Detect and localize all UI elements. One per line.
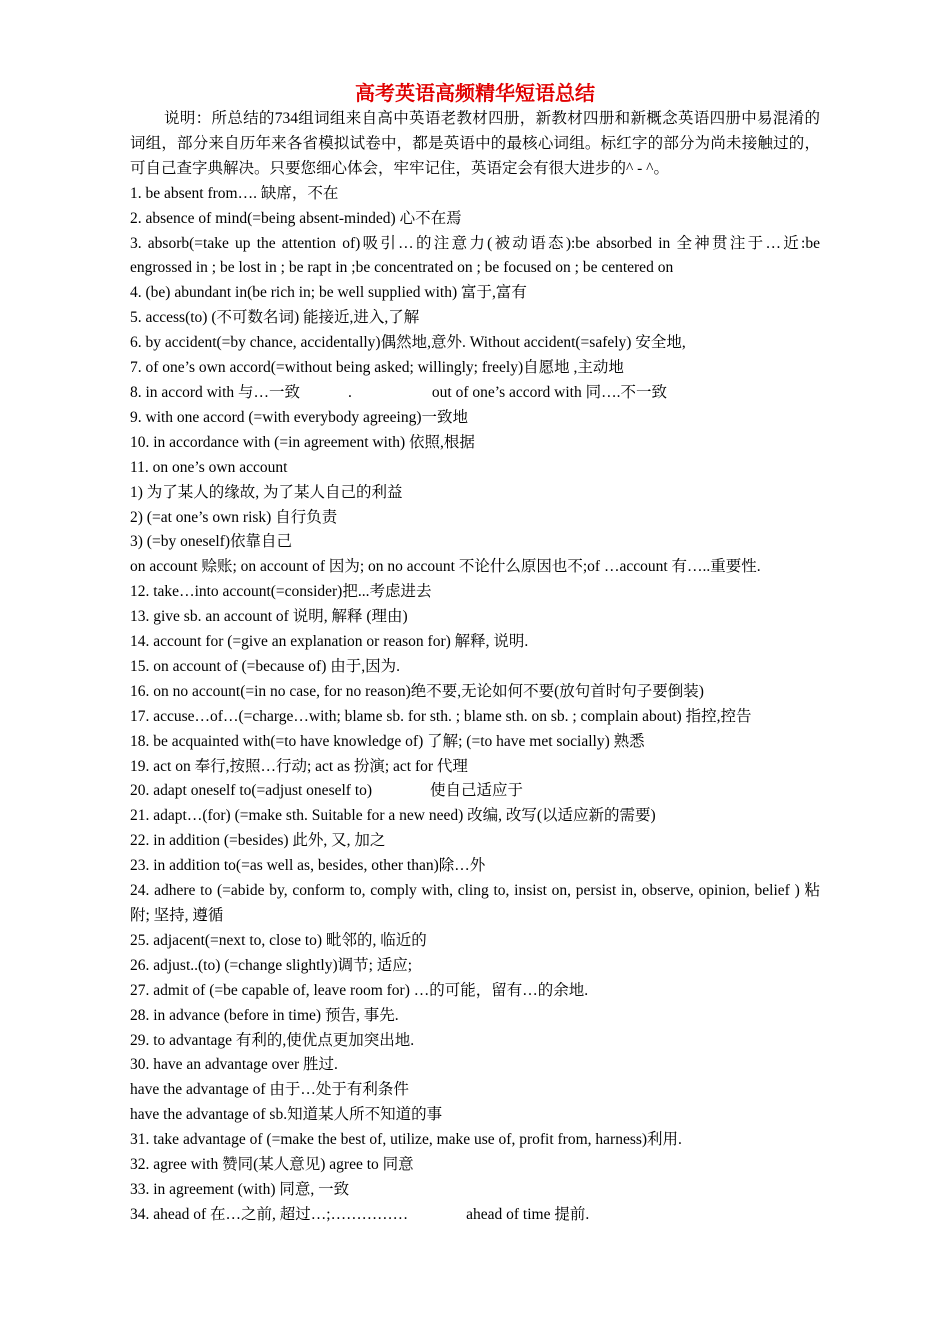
- list-item: 18. be acquainted with(=to have knowledge of) 了解; (=to have met socially) 熟悉: [130, 732, 645, 750]
- list-item: 19. act on 奉行,按照…行动; act as 扮演; act for 代理: [130, 757, 468, 775]
- list-item: 9. with one accord (=with everybody agreeing)一致地: [130, 408, 469, 426]
- list-item: 6. by accident(=by chance, accidentally)偶然地,意外. Without accident(=safely) 安全地,: [130, 334, 686, 352]
- list-item: 7. of one’s own accord(=without being asked; willingly; freely)自愿地 ,主动地: [130, 359, 624, 377]
- list-item: 1) 为了某人的缘故, 为了某人自己的利益: [130, 483, 403, 501]
- list-item-split: [130, 381, 820, 406]
- list-item: 27. admit of (=be capable of, leave room for) …的可能，留有…的余地.: [130, 981, 589, 999]
- list-item: 26. adjust..(to) (=change slightly)调节; 适应;: [130, 956, 413, 974]
- list-item: 30. have an advantage over 胜过.: [130, 1056, 338, 1074]
- list-item: on account 赊账; on account of 因为; on no account 不论什么原因也不;of …account 有…..重要性.: [130, 558, 761, 576]
- list-item: 1. be absent from…. 缺席，不在: [130, 184, 339, 202]
- list-item: 4. (be) abundant in(be rich in; be well supplied with) 富于,富有: [130, 284, 527, 302]
- list-item-part: 8. in accord with 与…一致: [130, 383, 301, 401]
- list-item-split: [130, 1203, 820, 1228]
- list-item: 25. adjacent(=next to, close to) 毗邻的, 临近的: [130, 931, 427, 949]
- list-item-part: 使自己适应于: [430, 782, 524, 800]
- list-item: 5. access(to) (不可数名词) 能接近,进入,了解: [130, 309, 420, 327]
- list-item-part: ahead of time 提前.: [466, 1205, 590, 1223]
- list-item: 28. in advance (before in time) 预告, 事先.: [130, 1006, 399, 1024]
- list-item: 31. take advantage of (=make the best of, utilize, make use of, profit from, harness)利用.: [130, 1131, 682, 1149]
- list-item: 10. in accordance with (=in agreement with) 依照,根据: [130, 433, 475, 451]
- list-item: 29. to advantage 有利的,使优点更加突出地.: [130, 1031, 415, 1049]
- list-item: 21. adapt…(for) (=make sth. Suitable for a new need) 改编, 改写(以适应新的需要): [130, 807, 656, 825]
- list-item: 3) (=by oneself)依靠自己: [130, 533, 292, 551]
- list-item-part: 34. ahead of 在…之前, 超过…;……………: [130, 1205, 409, 1223]
- list-item: 17. accuse…of…(=charge…with; blame sb. for sth. ; blame sth. on sb. ; complain about) 指控,控告: [130, 707, 752, 725]
- document-page: [130, 80, 820, 1228]
- list-item: 12. take…into account(=consider)把...考虑进去: [130, 583, 432, 601]
- list-item-split: [130, 779, 820, 804]
- list-item: 16. on no account(=in no case, for no reason)绝不要,无论如何不要(放句首时句子要倒装): [130, 682, 704, 700]
- list-item: 14. account for (=give an explanation or reason for) 解释, 说明.: [130, 633, 529, 651]
- list-item: 23. in addition to(=as well as, besides, other than)除…外: [130, 857, 486, 875]
- list-item: 22. in addition (=besides) 此外, 又, 加之: [130, 832, 386, 850]
- list-item: have the advantage of 由于…处于有利条件: [130, 1081, 409, 1099]
- list-item: 2) (=at one’s own risk) 自行负责: [130, 508, 338, 526]
- list-item: 3. absorb(=take up the attention of)吸引…的注意力(被动语态):be absorbed in 全神贯注于…近:be engrossed in ; be lost in ; be rapt in ;be concentrated on ; be focused on ; be centered on: [130, 234, 820, 277]
- list-item-part: .: [348, 383, 352, 401]
- intro-paragraph: 说明：所总结的734组词组来自高中英语老教材四册，新教材四册和新概念英语四册中易混淆的词组，部分来自历年来各省模拟试卷中，都是英语中的最核心词组。标红字的部分为尚未接触过的，可自己查字典解决。只要您细心体会，牢牢记住，英语定会有很大进步的^ - ^。: [130, 110, 820, 177]
- list-item: 32. agree with 赞同(某人意见) agree to 同意: [130, 1156, 414, 1174]
- document-title: 高考英语高频精华短语总结: [355, 81, 595, 105]
- list-item: 2. absence of mind(=being absent-minded) 心不在焉: [130, 209, 462, 227]
- list-item: have the advantage of sb.知道某人所不知道的事: [130, 1106, 443, 1124]
- list-item-part: 20. adapt oneself to(=adjust oneself to): [130, 782, 373, 800]
- list-item: 11. on one’s own account: [130, 458, 288, 476]
- list-item: 33. in agreement (with) 同意, 一致: [130, 1180, 350, 1198]
- list-item: 24. adhere to (=abide by, conform to, comply with, cling to, insist on, persist in, observe, opinion, belief ) 粘附; 坚持, 遵循: [130, 882, 820, 924]
- list-item: 15. on account of (=because of) 由于,因为.: [130, 657, 401, 675]
- list-item: 13. give sb. an account of 说明, 解释 (理由): [130, 608, 408, 626]
- list-item-part: out of one’s accord with 同….不一致: [431, 383, 667, 401]
